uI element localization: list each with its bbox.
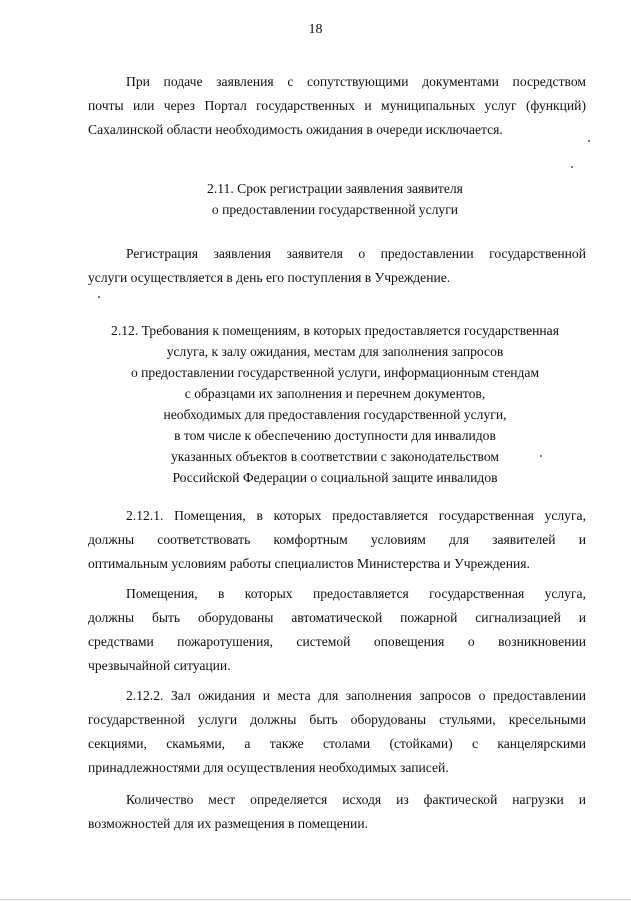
scan-speck	[571, 166, 573, 168]
text-line: средствами пожаротушения, системой оповещения о возникновении	[88, 634, 586, 649]
paragraph-registration	[88, 242, 586, 290]
section-heading-2-11	[80, 178, 590, 220]
section-heading-2-12	[80, 320, 590, 488]
paragraph-premises-equipment	[88, 582, 586, 678]
text-line: 2.12.2. Зал ожидания и места для заполнения запросов о предоставлении	[126, 688, 586, 703]
text-line: возможностей для их размещения в помещении.	[88, 816, 368, 831]
paragraph-mail-submission	[88, 70, 586, 142]
scan-speck	[540, 455, 542, 457]
heading-line: с образцами их заполнения и перечнем документов,	[184, 386, 486, 401]
text-line: Регистрация заявления заявителя о предоставлении государственной	[126, 246, 586, 261]
text-line: секциями, скамьями, а также столами (стойками) с канцелярскими	[88, 736, 586, 751]
scan-edge-line	[0, 899, 631, 900]
heading-line: 2.12. Требования к помещениям, в которых предоставляется государственная	[111, 323, 559, 338]
page-number: 18	[308, 22, 323, 37]
text-line: чрезвычайной ситуации.	[88, 658, 231, 673]
text-line: почты или через Портал государственных и муниципальных услуг (функций)	[88, 98, 586, 113]
heading-line: указанных объектов в соответствии с законодательством	[171, 449, 499, 464]
text-line: услуги осуществляется в день его поступления в Учреждение.	[88, 270, 451, 285]
text-line: 2.12.1. Помещения, в которых предоставляется государственная услуга,	[126, 508, 586, 523]
heading-line: о предоставлении государственной услуги	[211, 202, 459, 217]
text-line: оптимальным условиям работы специалистов Министерства и Учреждения.	[88, 556, 530, 571]
text-line: принадлежностями для осуществления необходимых записей.	[88, 760, 449, 775]
heading-line: услуга, к залу ожидания, местам для заполнения запросов	[166, 344, 504, 359]
heading-line: в том числе к обеспечению доступности для инвалидов	[174, 428, 496, 443]
text-line: При подаче заявления с сопутствующими документами посредством	[126, 74, 586, 89]
text-line: должны быть оборудованы автоматической пожарной сигнализацией и	[88, 610, 586, 625]
scan-speck	[98, 296, 100, 298]
text-line: Помещения, в которых предоставляется государственная услуга,	[126, 586, 586, 601]
scan-speck	[588, 140, 590, 142]
heading-line: о предоставлении государственной услуги, информационным стендам	[130, 365, 540, 380]
text-line: государственной услуги должны быть оборудованы стульями, кресельными	[88, 712, 586, 727]
heading-line: необходимых для предоставления государственной услуги,	[163, 407, 507, 422]
heading-line: 2.11. Срок регистрации заявления заявителя	[207, 181, 463, 196]
text-line: должны соответствовать комфортным условиям для заявителей и	[88, 532, 586, 547]
heading-line: Российской Федерации о социальной защите инвалидов	[172, 470, 498, 485]
text-line: Количество мест определяется исходя из фактической нагрузки и	[126, 792, 586, 807]
text-line: Сахалинской области необходимость ожидания в очереди исключается.	[88, 122, 503, 137]
paragraph-2-12-2	[88, 684, 586, 780]
paragraph-number-of-places	[88, 788, 586, 836]
paragraph-2-12-1	[88, 504, 586, 576]
